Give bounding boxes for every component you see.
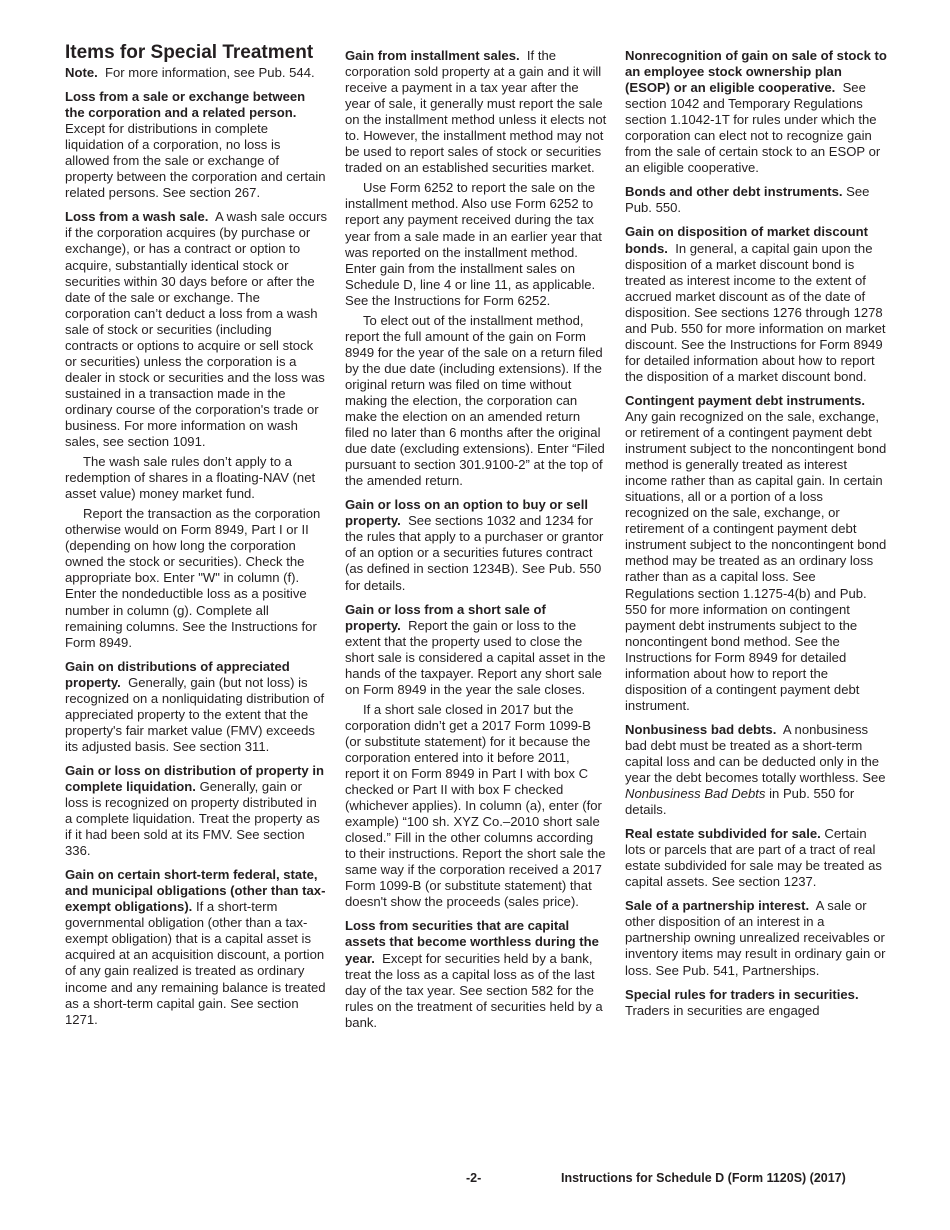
paragraph-text: Certain lots or parcels that are part of a tract of real estate subdivided for sale may be treated as capital assets. See section 1237. (625, 826, 882, 890)
paragraph-short-sale-2017: If a short sale closed in 2017 but the corporation didn’t get a 2017 Form 1099-B (or substitute statement) for it because the corporation entered into it before 2011, report it on Form 8949 in Part I with box C checked or Part II with box F checked (whichever applies). In column (a), enter (for example) “100 sh. XYZ Co.–2010 short sale closed.” Fill in the other columns according to their instructions. Report the short sale the same way if the corporation received a 2017 Form 1099-B (or substitute statement) that doesn't show the proceeds (sales price). (345, 701, 606, 910)
paragraph-text: A wash sale occurs if the corporation acquires (by purchase or exchange), or has a contract or option to acquire, substantially identical stock or securities within 30 days before or after the date of the sale or exchange. The corporation can’t deduct a loss from a wash sale of stock or securities (including contracts or options to acquire or sell stock or securities) unless the corporation is a dealer in stock or securities and the loss was sustained in a transaction made in the ordinary course of the corporation's trade or business. For more information on wash sales, see section 1091. (65, 209, 328, 450)
paragraph-text: See section 1042 and Temporary Regulations section 1.1042-1T for rules under which the corporation can elect not to recognize gain from the sale of certain stock to an ESOP or an eligible cooperative. (625, 80, 881, 176)
paragraph-appreciated-property (65, 659, 327, 755)
paragraph-text: In general, a capital gain upon the disposition of a market discount bond is treated as interest income to the extent of accrued market discount as of the date of disposition. See sections 1276 through 1278 and Pub. 550 for more information on market discount. See the Instructions for Form 8949 for detailed information about how to report the disposition of a market discount bond. (625, 240, 886, 384)
paragraph-heading: Gain on disposition of market discount bonds. (625, 224, 868, 256)
paragraph-form-6252: Use Form 6252 to report the sale on the installment method. Also use Form 6252 to report any payment received during the tax year from a sale made in an earlier year that was reported on the installment method. Enter gain from the installment sales on Schedule D, line 4 or line 11, as applicable. See the Instructions for Form 6252. (345, 180, 602, 308)
paragraph-heading: Nonrecognition of gain on sale of stock to an employee stock ownership plan (ESOP) or an eligible cooperative. (625, 48, 887, 96)
paragraph-option (345, 497, 607, 593)
paragraph-partnership-interest (625, 898, 887, 978)
note-text: For more information, see Pub. 544. (105, 65, 315, 80)
paragraph-text: Report the gain or loss to the extent that the property used to close the short sale is considered a capital asset in the hands of the taxpayer. Report any short sale on Form 8949 in the year the sale closes. (345, 617, 606, 697)
paragraph-heading: Gain on certain short-term federal, state, and municipal obligations (other than tax-exempt obligations). (65, 867, 326, 915)
section-title: Items for Special Treatment (65, 42, 314, 63)
paragraph-text: If a short-term governmental obligation (other than a tax-exempt obligation) that is a capital asset is acquired at an acquisition discount, a portion of any gain realized is treated as ordinary income and any remaining balance is treated as a short-term capital gain. See section 1271. (65, 899, 326, 1027)
paragraph-text: Generally, gain or loss is recognized on property distributed in a complete liquidation. Treat the property as if it had been sold at its FMV. See section 336. (65, 778, 320, 859)
paragraph-text: Generally, gain (but not loss) is recognized on a nonliquidating distribution of appreciated property to the extent that the property's fair market value (FMV) exceeds its adjusted basis. See section 311. (65, 674, 325, 754)
column-1 (65, 42, 327, 1036)
paragraph-text: Except for securities held by a bank, treat the loss as a capital loss as of the last day of the tax year. See section 582 for the rules on the treatment of securities held by a bank. (345, 950, 603, 1030)
column-2 (345, 48, 607, 1039)
paragraph-elect-out: To elect out of the installment method, report the full amount of the gain on Form 8949 for the year of the sale on a return filed by the due date (including extensions). If the original return was filed on time without making the election, the corporation can make the election on an amended return filed no later than 6 months after the original due date (excluding extensions). Enter “Filed pursuant to section 301.9100-2” at the top of the amended return. (345, 312, 605, 489)
paragraph-wash-sale (65, 209, 327, 450)
paragraph-heading: Bonds and other debt instruments. (625, 184, 843, 200)
paragraph-heading: Real estate subdivided for sale. (625, 826, 821, 842)
paragraph-heading: Loss from securities that are capital assets that become worthless during the year. (345, 918, 599, 966)
paragraph-heading: Loss from a sale or exchange between the corporation and a related person. (65, 89, 306, 121)
paragraph-contingent-payment (625, 393, 887, 714)
paragraph-heading: Gain or loss on an option to buy or sell property. (345, 497, 588, 529)
paragraph-heading: Special rules for traders in securities. (625, 986, 859, 1002)
paragraph-text: Any gain recognized on the sale, exchange, or retirement of a contingent payment debt instrument subject to the noncontingent bond method is generally treated as interest income rather than as capital gain. In certain situations, all or a portion of a loss recognized on the sale, exchange, or retirement of a contingent payment debt instrument subject to the noncontingent bond method may be treated as an ordinary loss rather than as a capital loss. See Regulations section 1.1275-4(b) and Pub. 550 for more information on contingent payment debt instruments subject to the noncontingent bond method. See the Instructions for Form 8949 for detailed information about how to report the disposition of a contingent payment debt instrument. (625, 408, 887, 713)
paragraph-esop (625, 48, 887, 176)
paragraph-text: If the corporation sold property at a gain and it will receive a payment in a tax year after the year of sale, it generally must report the sale on the installment method unless it elects not to. However, the installment method may not be used to report sales of stock or securities traded on an established securities market. (345, 48, 607, 176)
paragraph-short-term-obligations (65, 867, 327, 1027)
paragraph-wash-sale-nav: The wash sale rules don’t apply to a redemption of shares in a floating-NAV (net asset value) money market fund. (65, 454, 316, 502)
paragraph-text: Traders in securities are engaged (625, 1002, 820, 1018)
paragraph-heading: Loss from a wash sale. (65, 209, 209, 225)
column-3 (625, 48, 887, 1027)
paragraph-market-discount (625, 224, 887, 384)
paragraph-short-sale (345, 602, 607, 698)
paragraph-heading: Gain or loss from a short sale of property. (345, 601, 546, 633)
paragraph-heading: Sale of a partnership interest. (625, 898, 810, 914)
paragraph-worthless-securities (345, 918, 607, 1030)
paragraph-heading: Contingent payment debt instruments. (625, 392, 866, 408)
paragraph-real-estate (625, 826, 887, 890)
paragraph-heading: Gain from installment sales. (345, 48, 520, 63)
paragraph-wash-sale-report: Report the transaction as the corporation otherwise would on Form 8949, Part I or II (depending on how long the corporation owned the stock or securities). Check the appropriate box. Enter "W" in column (f). Enter the nondeductible loss as a positive number in column (g). Complete all remaining columns. See the Instructions for Form 8949. (65, 506, 321, 650)
paragraph-bad-debts (625, 722, 887, 818)
paragraph-heading: Gain or loss on distribution of property in complete liquidation. (65, 762, 324, 794)
paragraph-text: See Pub. 550. (625, 184, 870, 216)
paragraph-text: A sale or other disposition of an interest in a partnership owning unrealized receivables or inventory items may result in ordinary gain or loss. See Pub. 541, Partnerships. (625, 898, 886, 978)
paragraph-italic-reference: Nonbusiness Bad Debts (625, 786, 766, 802)
paragraph-related-person-loss (65, 89, 327, 201)
paragraph-installment-sales (345, 48, 607, 176)
note-paragraph (65, 65, 327, 81)
paragraph-text-continued: in Pub. 550 for details. (625, 786, 855, 818)
paragraph-traders (625, 987, 887, 1019)
note-heading: Note. (65, 65, 98, 80)
paragraph-text: A nonbusiness bad debt must be treated as a short-term capital loss and can be deducted only in the year the debt becomes totally worthless. See (625, 721, 886, 786)
paragraph-heading: Gain on distributions of appreciated property. (65, 658, 290, 690)
page-number: -2- (466, 1171, 482, 1185)
paragraph-text: See sections 1032 and 1234 for the rules that apply to a purchaser or grantor of an option or a securities futures contract (as defined in section 1234B). See Pub. 550 for details. (345, 513, 604, 593)
paragraph-text: Except for distributions in complete liquidation of a corporation, no loss is allowed from the sale or exchange of property between the corporation and certain related persons. See section 267. (65, 121, 326, 201)
paragraph-complete-liquidation (65, 763, 327, 859)
paragraph-heading: Nonbusiness bad debts. (625, 721, 777, 737)
footer-form-title: Instructions for Schedule D (Form 1120S) (2017) (561, 1171, 846, 1185)
paragraph-bonds (625, 184, 887, 216)
